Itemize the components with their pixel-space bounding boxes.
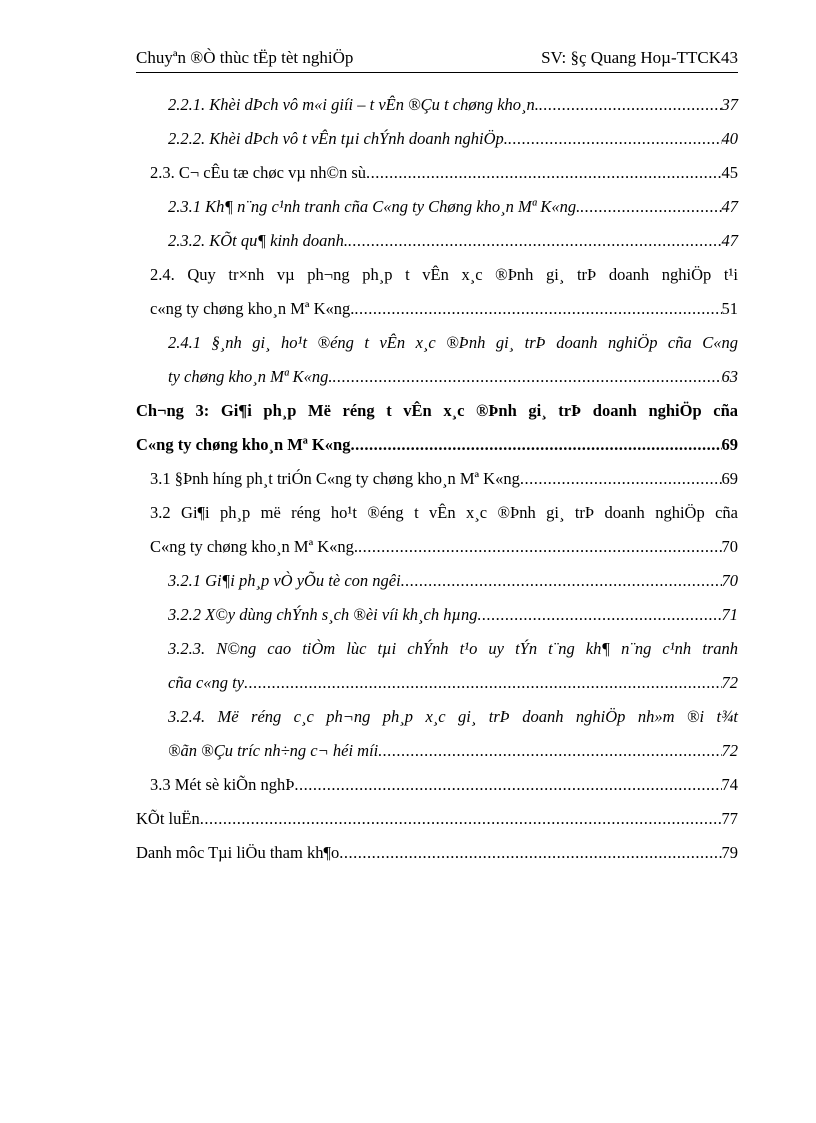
dot-leader <box>354 292 721 326</box>
toc-entry-title: 2.3.2. KÕt qu¶ kinh doanh. <box>168 231 349 250</box>
toc-entry-title-line1: Ch¬ng 3: Gi¶i ph¸p Më réng t vÊn x¸c ®Þnh gi¸ trÞ doanh nghiÖp cña <box>136 401 738 420</box>
toc-entry[interactable] <box>136 224 738 258</box>
toc-entry-title-line1: 3.2 Gi¶i ph¸p më réng ho¹t ®éng t vÊn x¸c ®Þnh gi¸ trÞ doanh nghiÖp cña <box>150 503 738 522</box>
toc-page-number: 47 <box>721 197 738 216</box>
toc-page-number: 74 <box>721 775 738 794</box>
table-of-contents <box>136 88 738 870</box>
toc-page-number: 47 <box>721 231 738 250</box>
toc-entry[interactable] <box>136 462 738 496</box>
toc-page-number: 70 <box>721 571 738 590</box>
dot-leader <box>348 224 721 258</box>
toc-page-number: 79 <box>721 843 738 862</box>
toc-page-number: 45 <box>721 163 738 182</box>
toc-entry-title: C«ng ty chøng kho¸n Mª K«ng <box>136 435 351 454</box>
dot-leader <box>358 530 721 564</box>
toc-page-number: 63 <box>721 367 738 386</box>
dot-leader <box>401 564 722 598</box>
toc-entry-line <box>136 496 738 530</box>
dot-leader <box>580 190 721 224</box>
toc-entry-title: ®ãn ®Çu tríc nh÷ng c¬ héi míi <box>168 741 379 760</box>
toc-entry[interactable] <box>136 156 738 190</box>
toc-entry-title: 2.2.1. Khèi dÞch vô m«i giíi – t vÊn ®Çu t chøng kho¸n. <box>168 95 539 114</box>
toc-entry-title: 3.1 §Þnh híng ph¸t triÓn C«ng ty chøng kho¸n Mª K«ng <box>150 469 520 488</box>
toc-page-number: 69 <box>721 435 738 454</box>
dot-leader <box>378 734 721 768</box>
toc-entry-title: 3.2.1 Gi¶i ph¸p vÒ yÕu tè con ngêi <box>168 571 401 590</box>
dot-leader <box>200 802 722 836</box>
toc-entry-title-line1: 2.4. Quy tr×nh vµ ph¬ng ph¸p t vÊn x¸c ®Þnh gi¸ trÞ doanh nghiÖp t¹i <box>150 265 738 284</box>
header-rule <box>136 72 738 73</box>
dot-leader <box>508 122 722 156</box>
dot-leader <box>478 598 722 632</box>
dot-leader <box>520 462 722 496</box>
dot-leader <box>332 360 721 394</box>
toc-entry[interactable] <box>136 836 738 870</box>
toc-entry-title: 3.2.2 X©y dùng chÝnh s¸ch ®èi víi kh¸ch hµng <box>168 605 478 624</box>
toc-entry[interactable] <box>136 564 738 598</box>
toc-entry[interactable] <box>136 768 738 802</box>
toc-entry-title: Danh môc Tµi liÖu tham kh¶o <box>136 843 340 862</box>
dot-leader <box>366 156 721 190</box>
toc-entry[interactable] <box>136 802 738 836</box>
toc-entry-title: 2.3.1 Kh¶ n¨ng c¹nh tranh cña C«ng ty Chøng kho¸n Mª K«ng. <box>168 197 581 216</box>
toc-entry[interactable] <box>136 88 738 122</box>
toc-entry-title: KÕt luËn <box>136 809 200 828</box>
toc-entry[interactable] <box>136 530 738 564</box>
toc-entry-title: cña c«ng ty <box>168 673 245 692</box>
toc-entry-line <box>136 632 738 666</box>
header-thesis-title: Chuyªn ®Ò thùc tËp tèt nghiÖp <box>136 48 354 67</box>
toc-entry-title-line1: 3.2.3. N©ng cao tiÒm lùc tµi chÝnh t¹o uy tÝn t¨ng kh¶ n¨ng c¹nh tranh <box>168 639 738 658</box>
toc-page-number: 70 <box>721 537 738 556</box>
toc-entry-title: 2.2.2. Khèi dÞch vô t vÊn tµi chÝnh doanh nghiÖp. <box>168 129 508 148</box>
toc-page-number: 77 <box>721 809 738 828</box>
toc-entry[interactable] <box>136 734 738 768</box>
toc-page-number: 69 <box>721 469 738 488</box>
toc-entry[interactable] <box>136 360 738 394</box>
toc-entry-line <box>136 326 738 360</box>
page-header <box>136 48 738 72</box>
toc-entry[interactable] <box>136 666 738 700</box>
toc-entry-line <box>136 700 738 734</box>
toc-entry-title: c«ng ty chøng kho¸n Mª K«ng. <box>150 299 355 318</box>
toc-entry[interactable] <box>136 598 738 632</box>
toc-entry-title: 2.3. C¬ cÊu tæ chøc vµ nh©n sù <box>150 163 367 182</box>
toc-page-number: 72 <box>721 741 738 760</box>
toc-entry[interactable] <box>136 428 738 462</box>
toc-entry-title-line1: 3.2.4. Më réng c¸c ph¬ng ph¸p x¸c gi¸ trÞ doanh nghiÖp nh»m ®i t¾t <box>168 707 738 726</box>
toc-page-number: 72 <box>721 673 738 692</box>
toc-entry[interactable] <box>136 122 738 156</box>
toc-entry-title: 3.3 Mét sè kiÕn nghÞ <box>150 775 295 794</box>
dot-leader <box>244 666 721 700</box>
dot-leader <box>294 768 721 802</box>
toc-entry-title: ty chøng kho¸n Mª K«ng. <box>168 367 333 386</box>
toc-page-number: 37 <box>721 95 738 114</box>
toc-entry-title: C«ng ty chøng kho¸n Mª K«ng. <box>150 537 359 556</box>
toc-entry-title-line1: 2.4.1 §¸nh gi¸ ho¹t ®éng t vÊn x¸c ®Þnh gi¸ trÞ doanh nghiÖp cña C«ng <box>168 333 738 352</box>
toc-page-number: 40 <box>721 129 738 148</box>
dot-leader <box>339 836 721 870</box>
dot-leader <box>350 428 721 462</box>
toc-page-number: 51 <box>721 299 738 318</box>
header-student-name: SV: §ç Quang Hoµ-TTCK43 <box>541 48 738 67</box>
toc-entry-line <box>136 394 738 428</box>
toc-page-number: 71 <box>721 605 738 624</box>
toc-entry-line <box>136 258 738 292</box>
toc-entry[interactable] <box>136 190 738 224</box>
dot-leader <box>539 88 722 122</box>
toc-entry[interactable] <box>136 292 738 326</box>
